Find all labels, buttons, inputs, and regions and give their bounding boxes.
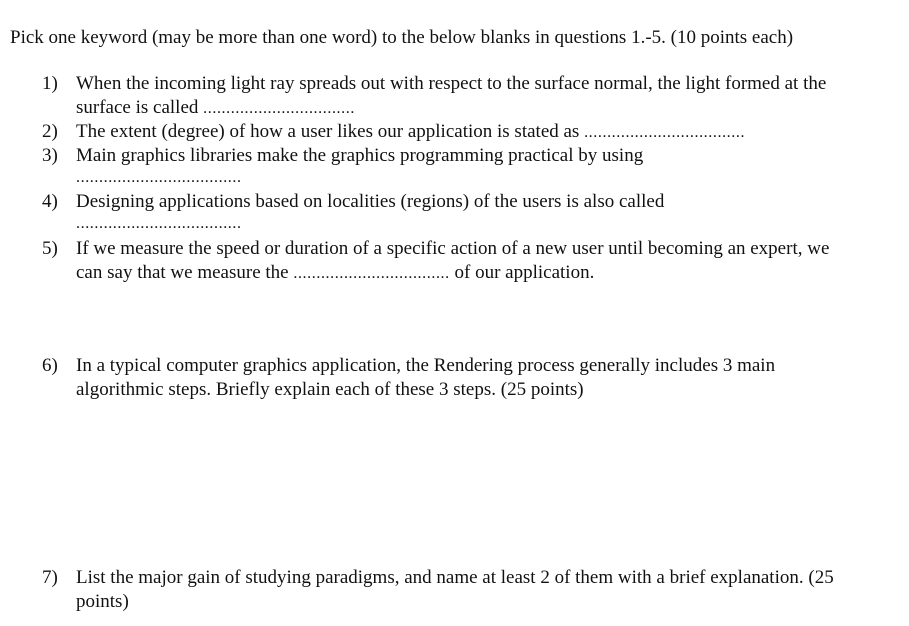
question-line-text: can say that we measure the	[76, 262, 294, 283]
question-line-text: surface is called	[76, 97, 204, 118]
question-5	[42, 237, 892, 286]
question-text	[76, 354, 892, 402]
question-text	[76, 566, 892, 614]
question-line: List the major gain of studying paradigms, and name at least 2 of them with a brief explanation. (25	[76, 567, 834, 588]
question-line	[76, 261, 892, 286]
question-number: 1)	[42, 73, 58, 94]
question-line: When the incoming light ray spreads out with respect to the surface normal, the light formed at the	[76, 73, 827, 94]
question-text	[76, 144, 892, 190]
question-line: If we measure the speed or duration of a specific action of a new user until becoming an expert, we	[76, 238, 830, 259]
question-text	[76, 72, 892, 121]
question-line-text: The extent (degree) of how a user likes our application is stated as	[76, 121, 585, 142]
question-number: 3)	[42, 145, 58, 166]
answer-blank: ....................................	[76, 215, 242, 232]
question-number: 4)	[42, 191, 58, 212]
question-text	[76, 190, 892, 236]
answer-blank: .................................	[203, 100, 355, 117]
question-number: 5)	[42, 238, 58, 259]
question-line	[76, 120, 892, 145]
question-line-text: of our application.	[449, 262, 595, 283]
question-line: algorithmic steps. Briefly explain each of these 3 steps. (25 points)	[76, 379, 584, 400]
question-4	[42, 190, 892, 236]
question-number: 7)	[42, 567, 58, 588]
question-line: points)	[76, 591, 129, 612]
question-text	[76, 237, 892, 286]
question-number: 2)	[42, 121, 58, 142]
question-text	[76, 120, 892, 145]
answer-blank: ....................................	[76, 169, 242, 186]
question-6	[42, 354, 892, 402]
question-line: Designing applications based on localities (regions) of the users is also called	[76, 191, 665, 212]
question-line: In a typical computer graphics application, the Rendering process generally includes 3 main	[76, 355, 776, 376]
answer-blank: ...................................	[584, 124, 746, 141]
question-3	[42, 144, 892, 190]
instructions-heading: Pick one keyword (may be more than one word) to the below blanks in questions 1.-5. (10 points each)	[10, 27, 794, 48]
question-2	[42, 120, 892, 145]
answer-blank: ..................................	[293, 265, 450, 282]
question-line	[76, 96, 892, 121]
question-1	[42, 72, 892, 121]
question-number: 6)	[42, 355, 58, 376]
question-line: Main graphics libraries make the graphics programming practical by using	[76, 145, 644, 166]
question-7	[42, 566, 892, 614]
